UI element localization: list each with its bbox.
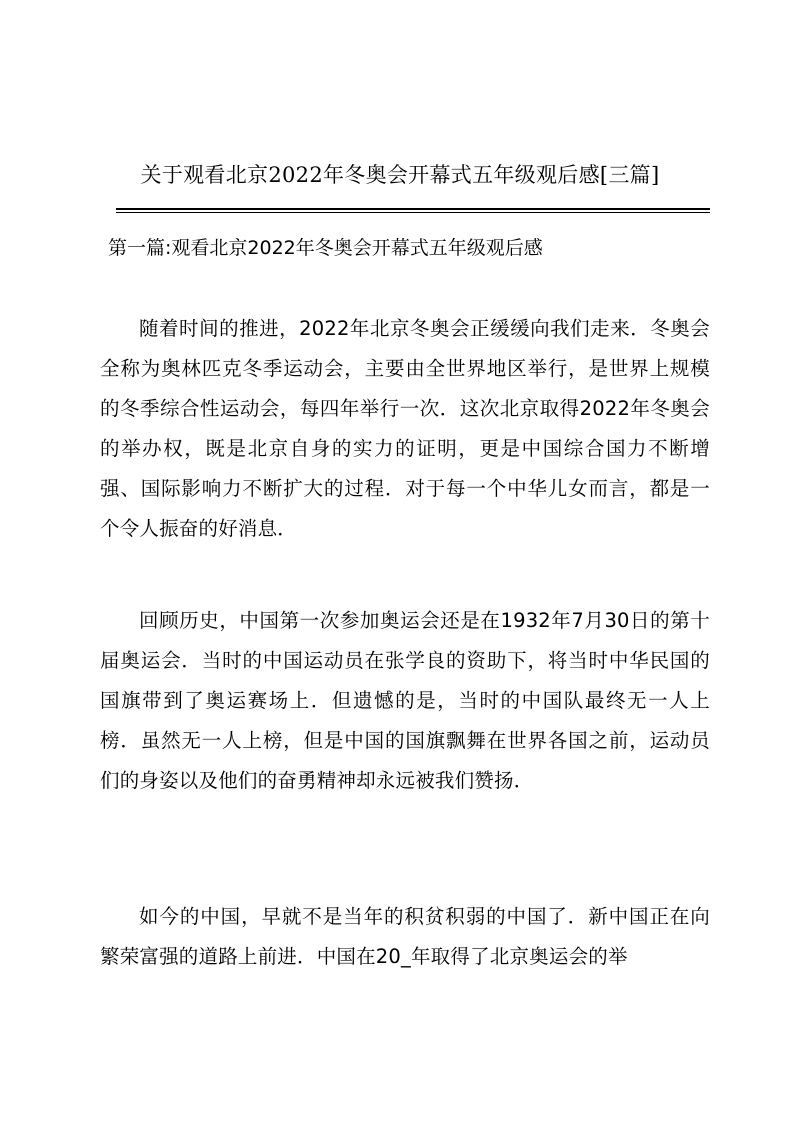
paragraph: 回顾历史，中国第一次参加奥运会还是在1932年7月30日的第十届奥运会．当时的中国运动员在张学良的资助下，将当时中华民国的国旗带到了奥运赛场上．但遗憾的是，当时的中国队最终无一人上榜．虽然无一人上榜，但是中国的国旗飘舞在世界各国之前，运动员们的身姿以及他们的奋勇精神却永远被我们赞扬． [100, 609, 710, 792]
title-divider [116, 208, 710, 213]
paragraph: 如今的中国，早就不是当年的积贫积弱的中国了．新中国正在向繁荣富强的道路上前进．中国在20_年取得了北京奥运会的举 [100, 905, 710, 968]
paragraph: 随着时间的推进，2022年北京冬奥会正缓缓向我们走来．冬奥会全称为奥林匹克冬季运动会，主要由全世界地区举行，是世界上规模的冬季综合性运动会，每四年举行一次．这次北京取得2022年冬奥会的举办权，既是北京自身的实力的证明，更是中国综合国力不断增强、国际影响力不断扩大的过程．对于每一个中华儿女而言，都是一个令人振奋的好消息． [100, 317, 710, 540]
section-heading: 第一篇:观看北京2022年冬奥会开幕式五年级观后感 [108, 237, 543, 259]
document-title: 关于观看北京2022年冬奥会开幕式五年级观后感[三篇] [140, 163, 660, 187]
